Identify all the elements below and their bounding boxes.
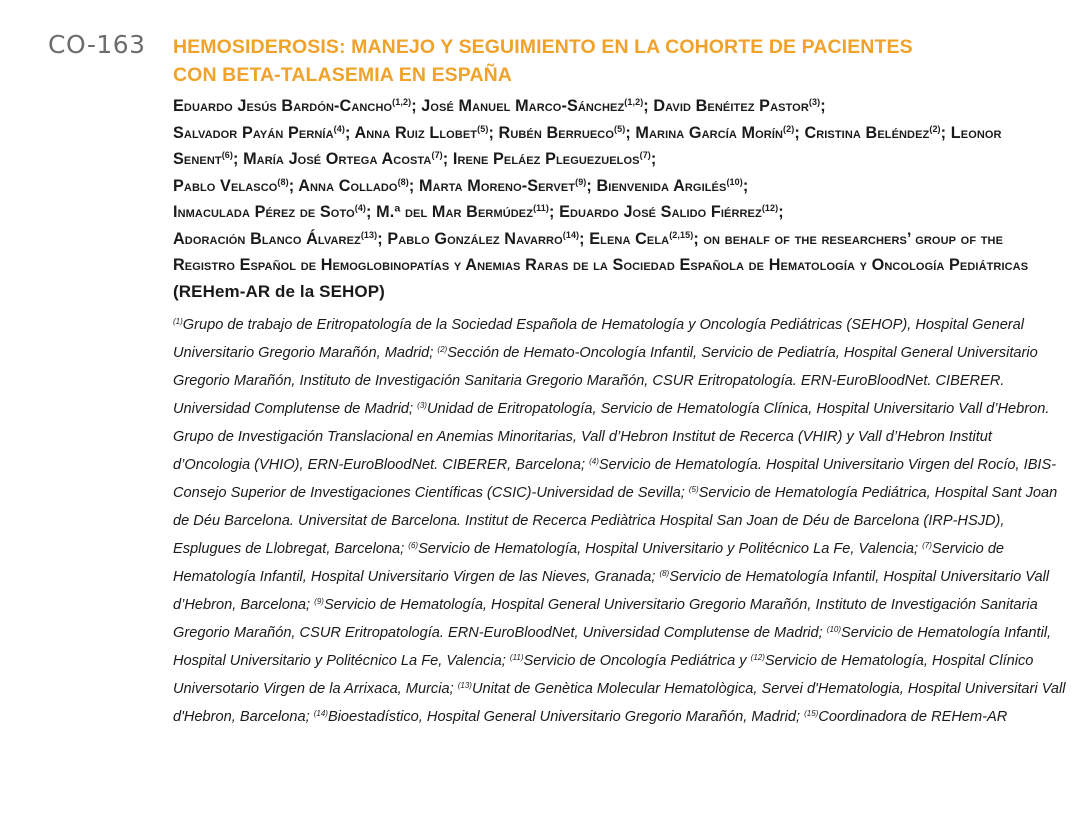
author-name: Anna Collado	[298, 176, 398, 195]
author-affiliation-ref: (2)	[929, 123, 941, 134]
affiliation-text: Servicio de Hematología, Hospital Clínico Universotario Virgen de la Arrixaca, Murcia;	[173, 653, 1034, 697]
affiliation-number: (15)	[804, 709, 819, 718]
author-name: Marta Moreno-Servet	[418, 176, 576, 195]
author-affiliation-ref: (8)	[397, 176, 409, 187]
affiliation-text: Sección de Hemato-Oncología Infantil, Servicio de Pediatría, Hospital General Universitario Gregorio Marañón, Instituto de Investigación Sanitaria Gregorio Marañón, CSUR Eritropatología. ERN-EuroBloodNet. CIBERER. Universidad Complutense de Madrid;	[173, 345, 1038, 417]
affiliation-number: (6)	[408, 541, 419, 550]
author-affiliation-ref: (13)	[360, 229, 378, 240]
author-affiliation-ref: (1,2)	[624, 97, 644, 107]
author-affiliation-ref: (2)	[783, 123, 795, 134]
author-affiliation-ref: (1,2)	[392, 97, 412, 107]
affiliation-text: Servicio de Hematología, Hospital Universitario y Politécnico La Fe, Valencia;	[418, 541, 923, 557]
affiliation-number: (10)	[826, 625, 842, 634]
author-affiliation-ref: (5)	[614, 123, 626, 134]
author-name: Eduardo José Salido Fiérrez	[559, 203, 762, 221]
author-affiliation-ref: (8)	[277, 176, 289, 187]
author-affiliation-ref: (12)	[761, 203, 779, 213]
author-name: David Benéitez Pastor	[653, 97, 809, 115]
author-affiliation-ref: (6)	[221, 150, 233, 160]
affiliation-text: Unidad de Eritropatología, Servicio de Hematología Clínica, Hospital Universitario Vall d’Hebron. Grupo de Investigación Translacional en Anemias Minoritarias, Vall d’Hebron Institut de Recerca (VHIR) y Vall d’Hebron Institut d’Oncologia (VHIO), ERN-EuroBloodNet. CIBERER, Barcelona;	[173, 401, 1050, 473]
affiliation-text: Servicio de Hematología, Hospital General Universitario Gregorio Marañón, Instituto de Investigación Sanitaria Gregorio Marañón, CSUR Eritropatología. ERN-EuroBloodNet, Universidad Complutense de Madrid;	[173, 597, 1038, 641]
affiliation-text: Servicio de Hematología. Hospital Universitario Virgen del Rocío, IBIS-Consejo Superior de Investigaciones Científicas (CSIC)-Universidad de Sevilla;	[173, 457, 1057, 501]
affiliation-number: (13)	[457, 681, 472, 690]
author-name: Adoración Blanco Álvarez	[173, 229, 361, 248]
author-affiliation-ref: (14)	[562, 229, 580, 240]
abstract-header	[173, 33, 1068, 731]
author-name: Eduardo Jesús Bardón-Cancho	[173, 97, 393, 115]
abstract-title	[173, 33, 1068, 89]
author-affiliation-ref: (4)	[333, 123, 345, 134]
research-group: on behalf of the researchers’ group of the Registro Español de Hemoglobinopatías y Anemias Raras de la Sociedad Española de Hematología y Oncología Pediátricas	[173, 229, 1029, 274]
affiliation-text: Grupo de trabajo de Eritropatología de la Sociedad Española de Hematología y Oncología Pediátricas (SEHOP), Hospital General Universitario Gregorio Marañón, Madrid;	[173, 317, 1025, 361]
affiliation-number: (9)	[314, 597, 324, 606]
affiliation-number: (4)	[589, 457, 599, 466]
affiliation-number: (3)	[417, 401, 427, 410]
author-affiliation-ref: (3)	[808, 97, 821, 107]
author-name: Pablo González Navarro	[387, 229, 563, 248]
author-affiliation-ref: (2,15)	[669, 229, 694, 240]
title-line: CON BETA-TALASEMIA EN ESPAÑA	[173, 64, 512, 86]
author-affiliation-ref: (11)	[533, 203, 549, 213]
author-name: Salvador Payán Pernía	[173, 123, 334, 142]
affiliation-text: Bioestadístico, Hospital General Universitario Gregorio Marañón, Madrid;	[327, 709, 805, 725]
author-name: Pablo Velasco	[173, 176, 278, 195]
affiliation-number: (1)	[173, 317, 183, 326]
affiliation-number: (14)	[313, 709, 328, 718]
author-affiliation-ref: (4)	[354, 203, 367, 213]
affiliation-number: (7)	[922, 541, 932, 550]
research-group-acronym: (REHem-AR de la SEHOP)	[173, 281, 385, 301]
affiliation-text: Servicio de Hematología Pediátrica, Hospital Sant Joan de Déu Barcelona. Universitat de Barcelona. Institut de Recerca Pediàtrica Hospital San Joan de Déu de Barcelona (IRP-HSJD), Esplugues de Llobregat, Barcelona;	[173, 485, 1058, 557]
affiliation-number: (11)	[509, 653, 524, 662]
affiliation-text: Servicio de Hematología Infantil, Hospital Universitario Virgen de las Nieves, Granada;	[173, 541, 1005, 585]
affiliation-list	[173, 311, 1068, 731]
author-affiliation-ref: (10)	[726, 176, 743, 187]
abstract-code: CO-163	[48, 30, 146, 59]
author-list: Eduardo Jesús Bardón-Cancho$^{(1,2)}$; José Manuel Marco-Sánchez$^{(1,2)}$; David Benéitez Pastor$^{(3)}$; Salvador Payán Pernía$^{(4)}$; Anna Ruiz Llobet$^{(5)}$; Rubén Berrueco$^{(5)}$; Marina García Morín$^{(2)}$; Cristina Beléndez$^{(2)}$; Leonor Senent$^{(6)}$; María José Ortega Acosta$^{(7)}$; Irene Peláez Pleguezuelos$^{(7)}$; Pablo Velasco$^{(8)}$; Anna Collado$^{(8)}$; Marta Moreno-Servet$^{(9)}$; Bienvenida Argilés$^{(10)}$; Inmaculada Pérez de Soto$^{(4)}$; M.ª del Mar Bermúdez$^{(11)}$; Eduardo José Salido Fiérrez$^{(12)}$; Adoración Blanco Álvarez$^{(13)}$; Pablo González Navarro$^{(14)}$; Elena Cela$^{(2,15)}$; on behalf of the researchers’ group of the Registro Español de Hemoglobinopatías y Anemias Raras de la Sociedad Española de Hematología y Oncología Pediátricas (REHem-AR de la SEHOP)	[173, 97, 1029, 301]
author-name: Marina García Morín	[635, 123, 784, 142]
affiliation-text: Servicio de Oncología Pediátrica y	[523, 653, 751, 669]
author-name: Irene Peláez Pleguezuelos	[452, 150, 640, 168]
affiliation-text: Unitat de Genètica Molecular Hematològica, Servei d'Hematologia, Hospital Universitari Vall d'Hebron, Barcelona;	[173, 681, 1066, 725]
author-name: Bienvenida Argilés	[596, 176, 727, 195]
affiliation-text: Servicio de Hematología Infantil, Hospital Universitario Vall d’Hebron, Barcelona;	[173, 569, 1050, 613]
affiliation-number: (12)	[750, 653, 765, 662]
author-name: Inmaculada Pérez de Soto	[173, 203, 355, 221]
author-name: María José Ortega Acosta	[243, 150, 432, 168]
author-name: Leonor Senent	[173, 123, 1002, 168]
author-name: Rubén Berrueco	[498, 123, 614, 142]
author-name: M.ª del Mar Bermúdez	[376, 203, 534, 221]
author-affiliation-ref: (7)	[639, 150, 651, 160]
affiliation-text: Servicio de Hematología Infantil, Hospital Universitario y Politécnico La Fe, Valencia;	[173, 625, 1052, 669]
affiliation-number: (2)	[437, 345, 448, 354]
author-affiliation-ref: (7)	[431, 150, 443, 160]
author-name: Anna Ruiz Llobet	[354, 123, 478, 142]
author-affiliation-ref: (9)	[575, 176, 587, 187]
author-name: Elena Cela	[589, 229, 670, 248]
author-name: Cristina Beléndez	[804, 123, 930, 142]
author-name: José Manuel Marco-Sánchez	[421, 97, 625, 115]
affiliation-number: (8)	[659, 569, 670, 578]
title-line: HEMOSIDEROSIS: MANEJO Y SEGUIMIENTO EN LA COHORTE DE PACIENTES	[173, 36, 913, 58]
affiliation-text: Coordinadora de REHem-AR	[818, 709, 1008, 725]
author-affiliation-ref: (5)	[477, 123, 489, 134]
affiliation-number: (5)	[688, 485, 699, 494]
